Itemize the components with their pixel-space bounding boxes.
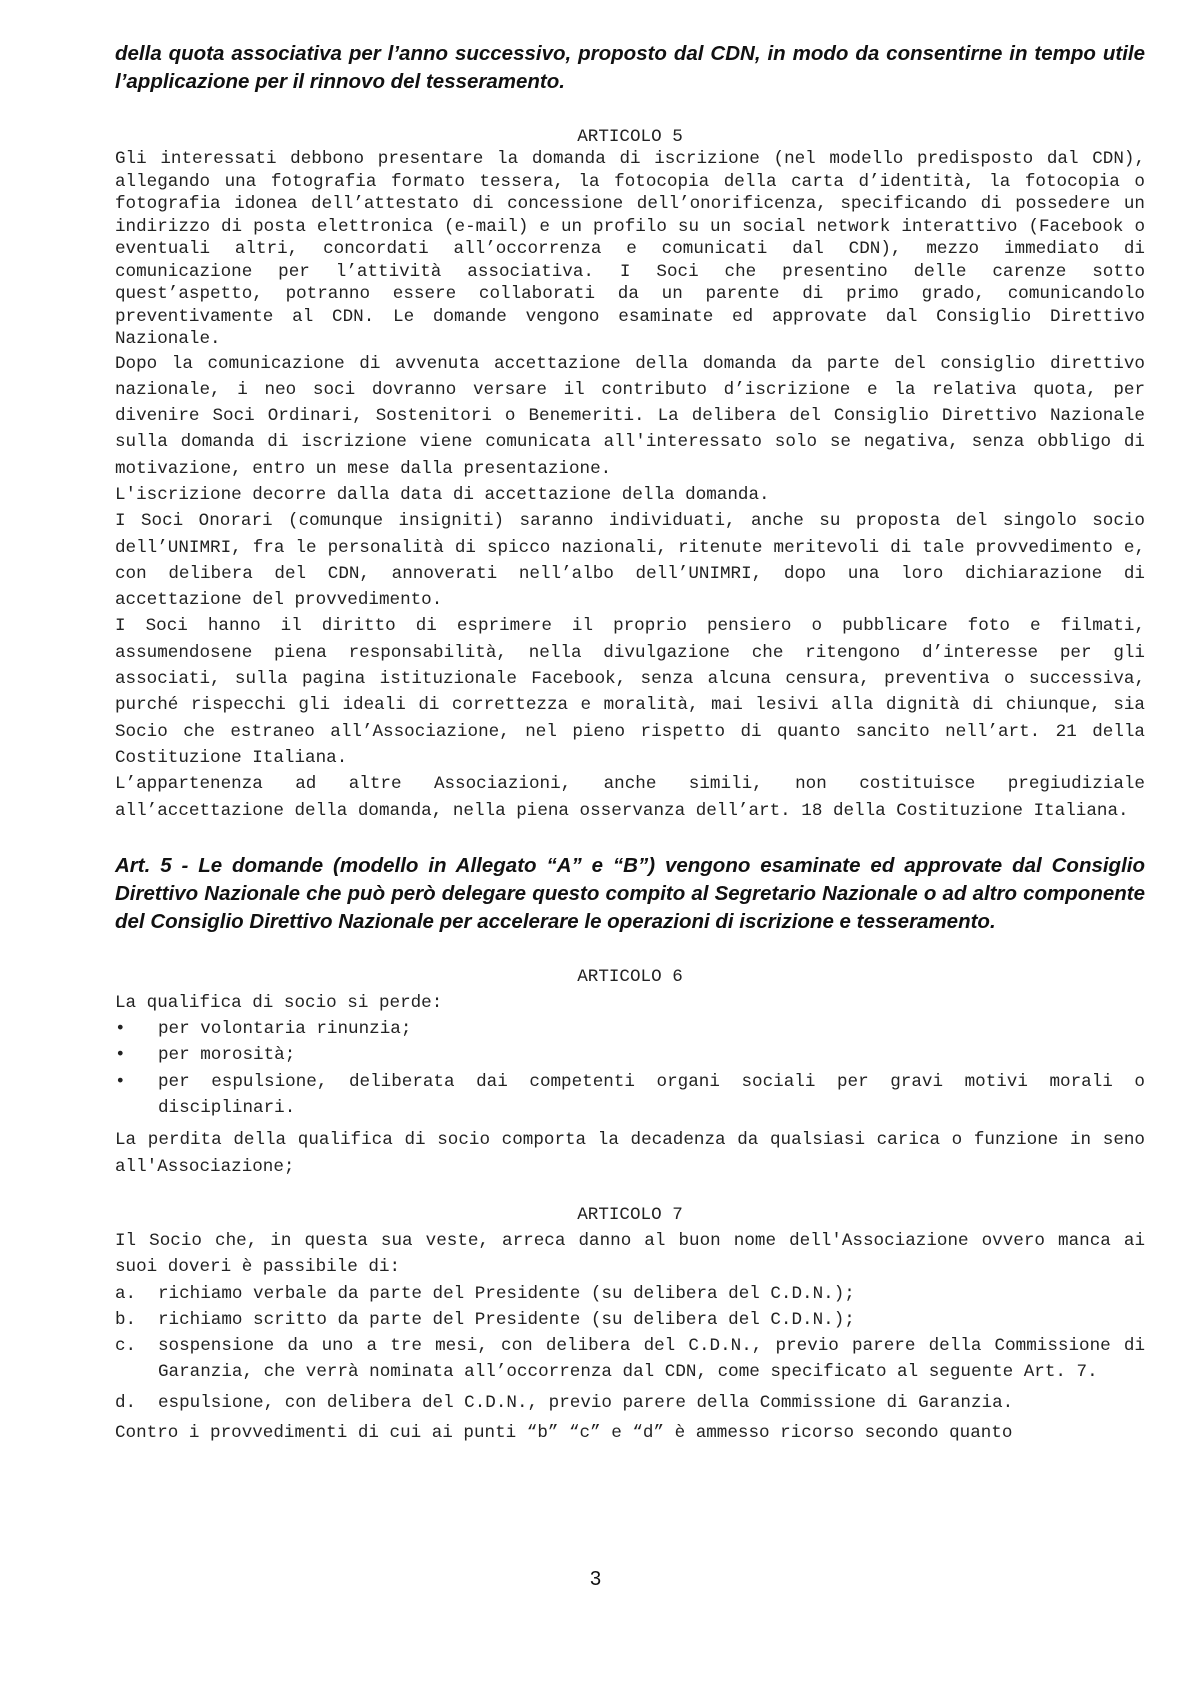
letter-mark: b. xyxy=(115,1309,137,1330)
bullet-mark: • xyxy=(115,1071,126,1092)
letter-mark: c. xyxy=(115,1336,137,1357)
list-item-text: per morosità; xyxy=(158,1045,296,1066)
article-5-paragraph-6: L’appartenenza ad altre Associazioni, anche simili, non costituisce pregiudiziale all’accettazione della domanda, nella piena osservanza dell’art. 18 della Costituzione Italiana. xyxy=(115,774,1145,821)
article-6-intro: La qualifica di socio si perde: xyxy=(115,992,443,1013)
bullet-mark: • xyxy=(115,1019,126,1040)
list-item-text: per espulsione, deliberata dai competenti organi sociali per gravi motivi morali o disciplinari. xyxy=(158,1071,1145,1119)
list-item-text: richiamo scritto da parte del Presidente (su delibera del C.D.N.); xyxy=(158,1309,855,1330)
article-5-paragraph-4: I Soci Onorari (comunque insigniti) saranno individuati, anche su proposta del singolo socio dell’UNIMRI, fra le personalità di spicco nazionali, ritenute meritevoli di tale provvedimento e, con delibera del CDN, annoverati nell’albo dell’UNIMRI, dopo una loro dichiarazione di accettazione del provvedimento. xyxy=(115,511,1145,611)
list-item xyxy=(115,1333,1145,1386)
list-item-text: espulsione, con delibera del C.D.N., previo parere della Commissione di Garanzia. xyxy=(158,1392,1014,1413)
list-item xyxy=(115,1307,1145,1333)
article-5-heading: ARTICOLO 5 xyxy=(577,127,683,147)
document-page xyxy=(115,40,1145,1446)
list-item-text: richiamo verbale da parte del Presidente (su delibera del C.D.N.); xyxy=(158,1283,855,1304)
list-item xyxy=(115,1069,1145,1122)
article-7-intro: Il Socio che, in questa sua veste, arreca danno al buon nome dell'Associazione ovvero manca ai suoi doveri è passibile di: xyxy=(115,1230,1145,1278)
letter-mark: a. xyxy=(115,1283,137,1304)
article-5-paragraph-1: Gli interessati debbono presentare la domanda di iscrizione (nel modello predisposto dal CDN), allegando una fotografia formato tessera, la fotocopia della carta d’identità, la fotocopia o fotografia idonea dell’attestato di concessione dell’onorificenza, specificando di possedere un indirizzo di posta elettronica (e-mail) e un profilo su un social network interattivo (Facebook o eventuali altri, concordati all’occorrenza e comunicati dal CDN), mezzo immediato di comunicazione per l’attività associativa. I Soci che presentino delle carenze sotto quest’aspetto, potranno essere collaborati da un parente di primo grado, comunicandolo preventivamente al CDN. Le domande vengono esaminate ed approvate dal Consiglio Direttivo Nazionale. xyxy=(115,149,1145,349)
article-5-paragraph-3: L'iscrizione decorre dalla data di accettazione della domanda. xyxy=(115,484,770,505)
article-5-paragraph-5: I Soci hanno il diritto di esprimere il proprio pensiero o pubblicare foto e filmati, assumendosene piena responsabilità, nella divulgazione che ritengono d’interesse per gli associati, sulla pagina istituzionale Facebook, senza alcuna censura, preventiva o successiva, purché rispecchi gli ideali di correttezza e moralità, mai lesivi alla dignità di chiunque, sia Socio che estraneo all’Associazione, nel pieno rispetto di quanto sancito nell’art. 21 della Costituzione Italiana. xyxy=(115,616,1145,768)
list-item-text: sospensione da uno a tre mesi, con delibera del C.D.N., previo parere della Commissione di Garanzia, che verrà nominata all’occorrenza dal CDN, come specificato al seguente Art. 7. xyxy=(158,1336,1145,1383)
article-5-paragraph-2: Dopo la comunicazione di avvenuta accettazione della domanda da parte del consiglio direttivo nazionale, i neo soci dovranno versare il contributo d’iscrizione e la relativa quota, per divenire Soci Ordinari, Sostenitori o Benemeriti. La delibera del Consiglio Direttivo Nazionale sulla domanda di iscrizione viene comunicata all'interessato solo se negativa, senza obbligo di motivazione, entro un mese dalla presentazione. xyxy=(115,353,1145,479)
article-7-heading: ARTICOLO 7 xyxy=(577,1204,683,1225)
page-number: 3 xyxy=(589,1568,602,1590)
list-item xyxy=(115,1016,1145,1042)
list-item xyxy=(115,1042,1145,1068)
article-5-amendment-bold: Art. 5 - Le domande (modello in Allegato “A” e “B”) vengono esaminate ed approvate dal Consiglio Direttivo Nazionale che può però delegare questo compito al Segretario Nazionale o ad altro componente del Consiglio Direttivo Nazionale per accelerare le operazioni di iscrizione e tesseramento. xyxy=(115,853,1145,933)
article-7-outro: Contro i provvedimenti di cui ai punti “b” “c” e “d” è ammesso ricorso secondo quanto xyxy=(115,1423,1013,1443)
article-6-heading: ARTICOLO 6 xyxy=(577,966,683,987)
letter-mark: d. xyxy=(115,1392,137,1413)
continued-bold-paragraph: della quota associativa per l’anno successivo, proposto dal CDN, in modo da consentirne in tempo utile l’applicazione per il rinnovo del tesseramento. xyxy=(115,42,1145,93)
list-item xyxy=(115,1281,1145,1307)
article-6-outro: La perdita della qualifica di socio comporta la decadenza da qualsiasi carica o funzione in seno all'Associazione; xyxy=(115,1130,1145,1177)
article-6-bullet-list xyxy=(115,1016,1145,1121)
article-7-lettered-list xyxy=(115,1281,1145,1416)
list-item xyxy=(115,1390,1145,1416)
list-item-text: per volontaria rinunzia; xyxy=(158,1019,412,1040)
bullet-mark: • xyxy=(115,1045,126,1066)
